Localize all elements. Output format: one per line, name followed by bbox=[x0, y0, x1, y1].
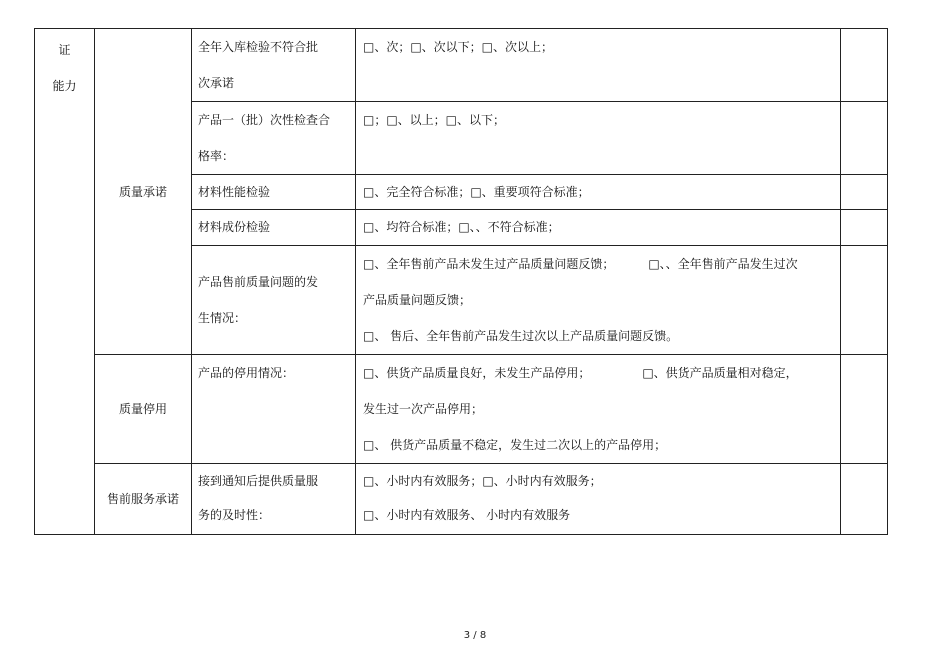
option-text: □、 售后、全年售前产品发生过次以上产品质量问题反馈。 bbox=[363, 329, 679, 343]
option-text: □、供货产品质量良好，未发生产品停用； bbox=[363, 366, 591, 380]
option-text: □、完全符合标准；□、重要项符合标准； bbox=[363, 185, 590, 199]
option-text: □、全年售前产品未发生过产品质量问题反馈； bbox=[363, 257, 615, 271]
item-text: 材料成份检验 bbox=[198, 220, 271, 234]
table-row bbox=[35, 464, 888, 535]
option-text: 产品质量问题反馈； bbox=[363, 293, 472, 307]
score-cell[interactable] bbox=[841, 464, 888, 535]
options-cell bbox=[356, 29, 841, 102]
option-text: 发生过一次产品停用； bbox=[363, 402, 484, 416]
group-cell-presale-service bbox=[95, 464, 192, 535]
option-text-row bbox=[363, 246, 840, 282]
options-cell bbox=[356, 464, 841, 535]
page-number: 3 / 8 bbox=[463, 630, 487, 641]
category-cell bbox=[35, 29, 95, 535]
evaluation-form-table bbox=[34, 28, 888, 535]
score-cell[interactable] bbox=[841, 210, 888, 246]
group-label: 售前服务承诺 bbox=[106, 492, 179, 506]
group-cell-quality-suspension bbox=[95, 355, 192, 464]
item-cell bbox=[192, 210, 356, 246]
group-label: 质量承诺 bbox=[118, 184, 167, 199]
item-cell bbox=[192, 246, 356, 355]
item-cell bbox=[192, 29, 356, 102]
item-cell bbox=[192, 102, 356, 175]
score-cell[interactable] bbox=[841, 175, 888, 210]
item-text: 产品的停用情况： bbox=[198, 366, 295, 380]
item-text: 接到通知后提供质量服 bbox=[198, 474, 319, 488]
group-label: 质量停用 bbox=[118, 402, 167, 416]
item-cell bbox=[192, 464, 356, 535]
item-cell bbox=[192, 175, 356, 210]
options-cell bbox=[356, 355, 841, 464]
option-text: □、小时内有效服务；□、小时内有效服务； bbox=[363, 474, 602, 488]
item-text: 产品一（批）次性检查合 bbox=[198, 113, 331, 127]
option-text-row bbox=[363, 355, 840, 391]
item-text: 生情况： bbox=[198, 311, 247, 325]
item-text: 格率： bbox=[198, 149, 235, 163]
options-cell bbox=[356, 210, 841, 246]
item-text: 务的及时性： bbox=[198, 508, 271, 522]
option-text: □、小时内有效服务、 小时内有效服务 bbox=[363, 508, 571, 522]
category-label-line: 证 bbox=[58, 43, 71, 57]
option-text: □、、全年售前产品发生过次 bbox=[648, 257, 798, 271]
table-row bbox=[35, 29, 888, 102]
item-text: 产品售前质量问题的发 bbox=[198, 275, 319, 289]
score-cell[interactable] bbox=[841, 355, 888, 464]
score-cell[interactable] bbox=[841, 29, 888, 102]
option-text: □、次；□、次以下；□、次以上； bbox=[363, 40, 554, 54]
option-text: □；□、以上；□、以下； bbox=[363, 113, 506, 127]
group-cell-quality-commitment bbox=[95, 29, 192, 355]
option-text: □、均符合标准；□、、不符合标准； bbox=[363, 220, 560, 234]
option-text: □、供货产品质量相对稳定， bbox=[642, 366, 798, 380]
item-text: 材料性能检验 bbox=[198, 185, 271, 199]
options-cell bbox=[356, 175, 841, 210]
item-text: 全年入库检验不符合批 bbox=[198, 40, 319, 54]
options-cell bbox=[356, 102, 841, 175]
score-cell[interactable] bbox=[841, 246, 888, 355]
score-cell[interactable] bbox=[841, 102, 888, 175]
option-text: □、 供货产品质量不稳定，发生过二次以上的产品停用； bbox=[363, 438, 667, 452]
item-cell bbox=[192, 355, 356, 464]
options-cell bbox=[356, 246, 841, 355]
item-text: 次承诺 bbox=[198, 76, 235, 90]
table-row bbox=[35, 355, 888, 464]
category-label-line: 能力 bbox=[52, 79, 77, 93]
